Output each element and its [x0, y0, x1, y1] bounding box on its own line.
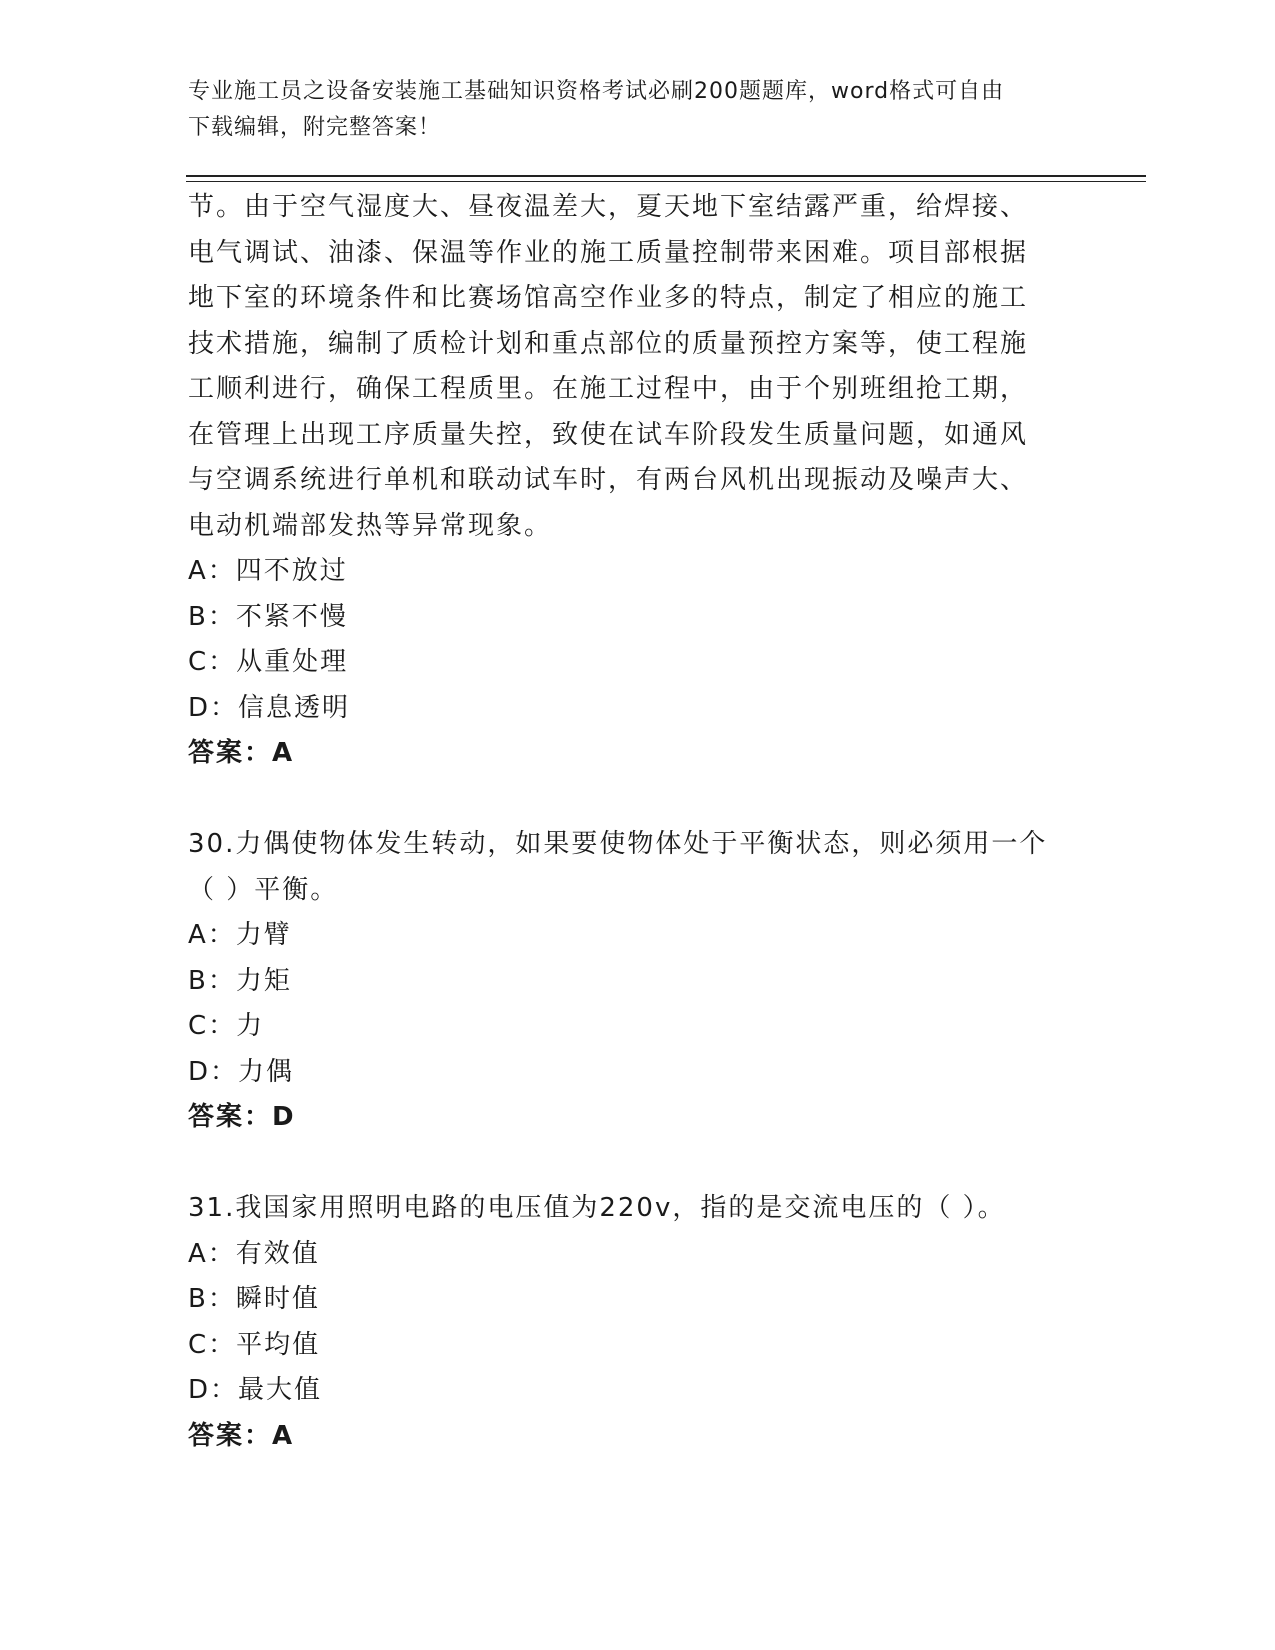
header-line-1: 专业施工员之设备安装施工基础知识资格考试必刷200题题库，word格式可自由 — [188, 79, 1005, 104]
header-line-2: 下载编辑，附完整答案！ — [188, 115, 442, 140]
option-b: B：瞬时值 — [188, 1284, 320, 1314]
spacer — [188, 1141, 1088, 1187]
option-d: D：信息透明 — [188, 692, 351, 723]
answer-line: 答案：A — [188, 738, 295, 768]
option-d: D：最大值 — [188, 1375, 323, 1405]
answer-line: 答案：D — [188, 1102, 296, 1132]
document-header — [188, 74, 1068, 146]
option-c: C：力 — [188, 1011, 265, 1041]
option-a: A：四不放过 — [188, 556, 348, 586]
question-stem-line: 节。由于空气湿度大、昼夜温差大，夏天地下室结露严重，给焊接、 — [188, 192, 1029, 222]
option-d: D：力偶 — [188, 1056, 295, 1087]
question-stem-line: 与空调系统进行单机和联动试车时，有两台风机出现振动及噪声大、 — [188, 465, 1029, 495]
option-c: C：平均值 — [188, 1329, 321, 1360]
option-a: A：力臂 — [188, 920, 292, 950]
question-stem-line: 工顺利进行，确保工程质里。在施工过程中，由于个别班组抢工期， — [188, 374, 1029, 404]
option-b: B：力矩 — [188, 965, 292, 996]
question-stem-line: 30.力偶使物体发生转动，如果要使物体处于平衡状态，则必须用一个 — [188, 829, 1048, 859]
header-rule-thin — [186, 181, 1146, 182]
option-c: C：从重处理 — [188, 647, 349, 677]
header-rule-thick — [186, 175, 1146, 177]
question-list — [188, 185, 1088, 1459]
question-stem-line: 31.我国家用照明电路的电压值为220v，指的是交流电压的（ ）。 — [188, 1193, 1006, 1223]
question-31 — [188, 1186, 1088, 1459]
question-stem-line: 技术措施，编制了质检计划和重点部位的质量预控方案等，使工程施 — [188, 328, 1029, 359]
option-b: B：不紧不慢 — [188, 601, 348, 632]
question-stem-line: （ ）平衡。 — [188, 874, 339, 905]
answer-line: 答案：A — [188, 1420, 295, 1451]
spacer — [188, 777, 1088, 823]
question-stem-line: 在管理上出现工序质量失控，致使在试车阶段发生质量问题，如通风 — [188, 419, 1029, 450]
question-stem-line: 电动机端部发热等异常现象。 — [188, 510, 553, 541]
question-30 — [188, 822, 1088, 1141]
question-stem-line: 电气调试、油漆、保温等作业的施工质量控制带来困难。项目部根据 — [188, 237, 1029, 268]
question-stem-line: 地下室的环境条件和比赛场馆高空作业多的特点，制定了相应的施工 — [188, 283, 1029, 313]
question-29 — [188, 185, 1088, 777]
option-a: A：有效值 — [188, 1238, 320, 1269]
